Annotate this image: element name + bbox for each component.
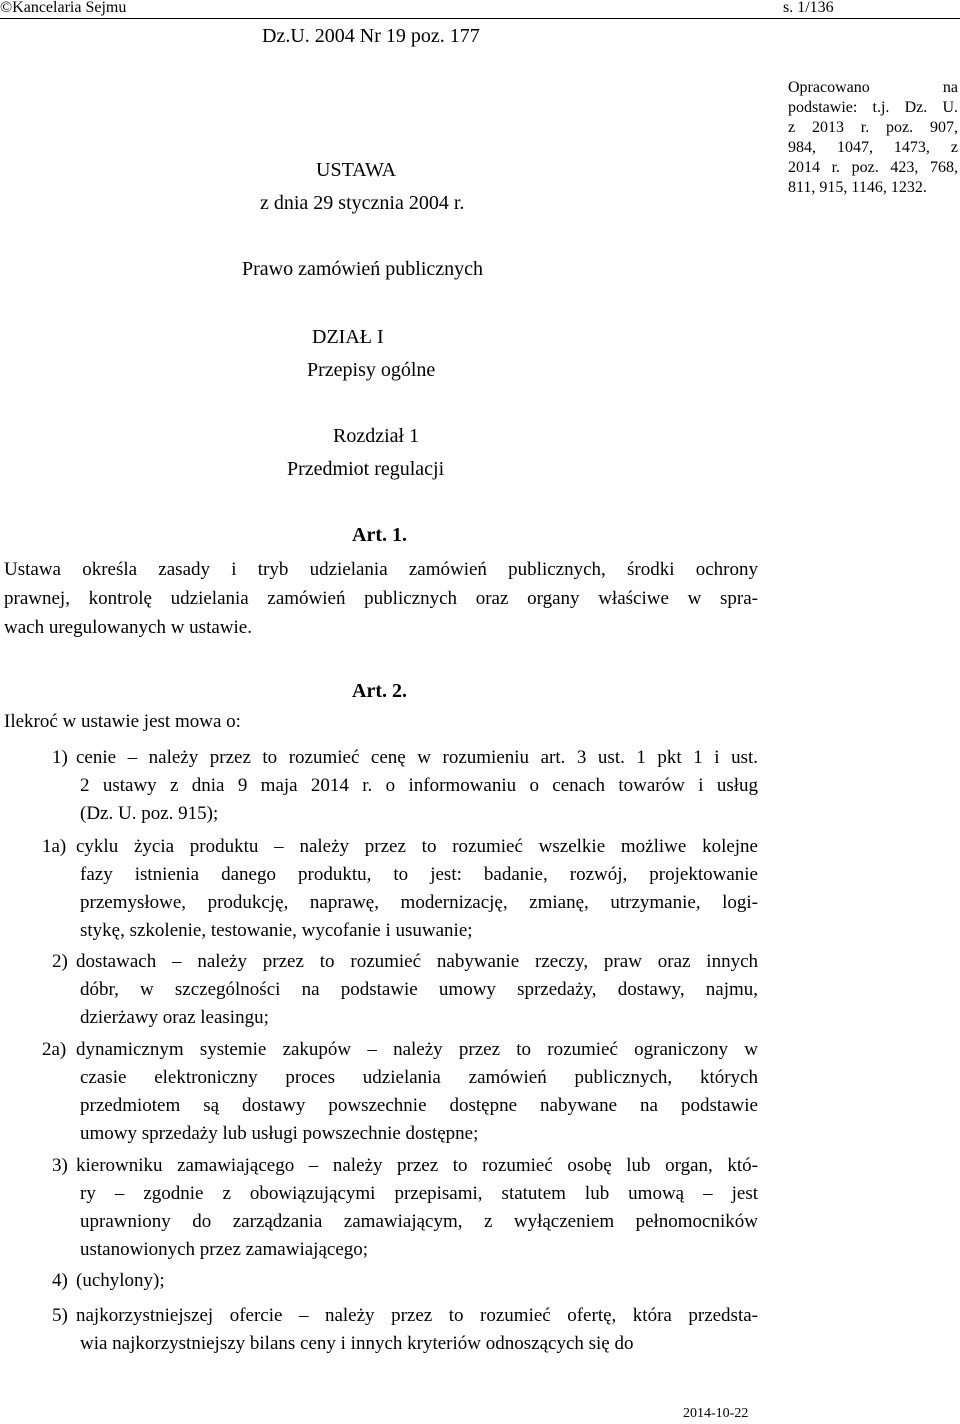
header-divider	[0, 18, 960, 19]
side-note	[788, 78, 958, 198]
definition-line: stykę, szkolenie, testowanie, wycofanie i usuwanie;	[80, 920, 473, 941]
side-note-line: 811, 915, 1146, 1232.	[788, 179, 927, 196]
definition-number: 1a)	[42, 836, 67, 857]
definition-line: kierowniku zamawiającego – należy przez to rozumieć osobę lub organ, któ-	[76, 1155, 758, 1176]
division-number: DZIAŁ I	[312, 326, 384, 348]
division-title: Przepisy ogólne	[307, 359, 436, 381]
definition-number: 2a)	[42, 1039, 67, 1060]
definition-line: fazy istnienia danego produktu, to jest: badanie, rozwój, projektowanie	[80, 864, 758, 885]
definition-line: dynamicznym systemie zakupów – należy przez to rozumieć ograniczony w	[76, 1039, 758, 1060]
definition-line: umowy sprzedaży lub usługi powszechnie dostępne;	[80, 1123, 479, 1144]
side-note-line: 2014 r. poz. 423, 768,	[788, 159, 958, 176]
definition-line: przemysłowe, produkcję, naprawę, modernizację, zmianę, utrzymanie, logi-	[80, 892, 758, 913]
definition-line: 2 ustawy z dnia 9 maja 2014 r. o informowaniu o cenach towarów i usług	[80, 775, 758, 796]
header-source: ©Kancelaria Sejmu	[0, 0, 127, 16]
side-note-line: z 2013 r. poz. 907,	[788, 119, 958, 136]
article-2-heading: Art. 2.	[352, 680, 407, 702]
definition-line: ry – zgodnie z obowiązującymi przepisami, statutem lub umową – jest	[80, 1183, 758, 1204]
article-1-line: Ustawa określa zasady i tryb udzielania zamówień publicznych, środki ochrony	[4, 559, 758, 580]
definition-number: 5)	[52, 1305, 68, 1326]
act-title: Prawo zamówień publicznych	[242, 258, 484, 280]
act-type: USTAWA	[316, 159, 397, 181]
side-note-line: podstawie: t.j. Dz. U.	[788, 99, 958, 116]
definition-number: 1)	[52, 747, 68, 768]
chapter-title: Przedmiot regulacji	[287, 458, 445, 480]
definition-line: uprawniony do zarządzania zamawiającym, z wyłączeniem pełnomocników	[80, 1211, 758, 1232]
footer-date: 2014-10-22	[683, 1406, 749, 1421]
definition-line: cyklu życia produktu – należy przez to rozumieć wszelkie możliwe kolejne	[76, 836, 758, 857]
side-note-line: 984, 1047, 1473, z	[788, 139, 958, 156]
definition-line: czasie elektroniczny proces udzielania zamówień publicznych, których	[80, 1067, 758, 1088]
article-1-line: prawnej, kontrolę udzielania zamówień publicznych oraz organy właściwe w spra-	[4, 588, 758, 609]
chapter-number: Rozdział 1	[333, 425, 420, 447]
definition-number: 3)	[52, 1155, 68, 1176]
definition-line: dostawach – należy przez to rozumieć nabywanie rzeczy, praw oraz innych	[76, 951, 758, 972]
article-1-heading: Art. 1.	[352, 524, 407, 546]
definition-line: (Dz. U. poz. 915);	[80, 803, 219, 824]
act-date: z dnia 29 stycznia 2004 r.	[260, 192, 465, 214]
article-2-intro: Ilekroć w ustawie jest mowa o:	[4, 711, 241, 732]
definition-number: 4)	[52, 1270, 68, 1291]
definition-line: ustanowionych przez zamawiającego;	[80, 1239, 369, 1260]
definition-line: (uchylony);	[76, 1270, 165, 1291]
definition-number: 2)	[52, 951, 68, 972]
definition-line: przedmiotem są dostawy powszechnie dostępne nabywane na podstawie	[80, 1095, 758, 1116]
definition-line: dzierżawy oraz leasingu;	[80, 1007, 269, 1028]
header-page-number: s. 1/136	[783, 0, 834, 16]
doc-citation: Dz.U. 2004 Nr 19 poz. 177	[262, 25, 480, 47]
definition-line: najkorzystniejszej ofercie – należy przez to rozumieć ofertę, która przedsta-	[76, 1305, 758, 1326]
article-1-line: wach uregulowanych w ustawie.	[4, 617, 252, 638]
definition-line: cenie – należy przez to rozumieć cenę w rozumieniu art. 3 ust. 1 pkt 1 i ust.	[76, 747, 758, 768]
definition-line: dóbr, w szczególności na podstawie umowy sprzedaży, dostawy, najmu,	[80, 979, 758, 1000]
definition-line: wia najkorzystniejszy bilans ceny i innych kryteriów odnoszących się do	[80, 1333, 634, 1354]
side-note-line: Opracowano na	[788, 79, 958, 96]
